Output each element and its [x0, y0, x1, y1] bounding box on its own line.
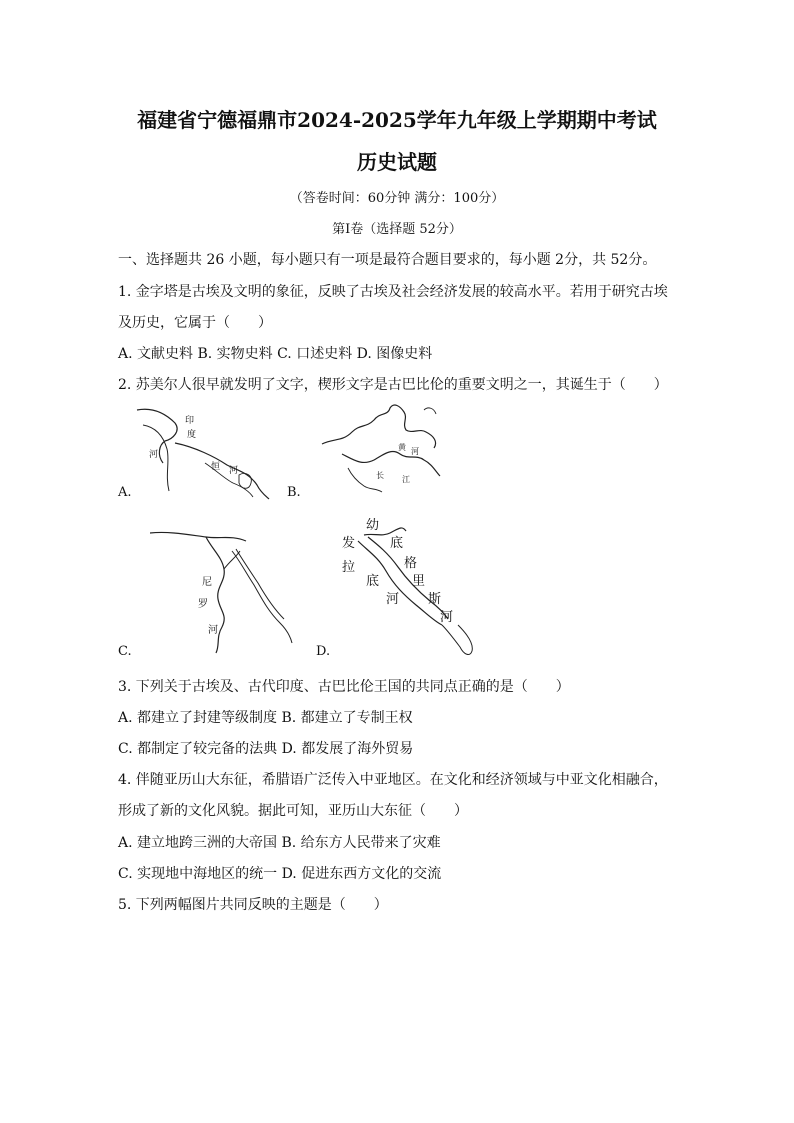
map-euphrates-tigris [338, 513, 478, 661]
map-a-label-du: 度 [187, 430, 197, 440]
map-option-b-label: B. [287, 485, 301, 500]
map-d-label-li: 里 [412, 574, 426, 589]
map-option-d-label: D. [316, 644, 331, 659]
map-c-label-luo: 罗 [198, 599, 208, 610]
map-d-label-si: 斯 [428, 592, 442, 607]
question-3-stem: 3. 下列关于古埃及、古代印度、古巴比伦王国的共同点正确的是（ ） [118, 679, 570, 695]
question-2-stem: 2. 苏美尔人很早就发明了文字，楔形文字是古巴比伦的重要文明之一，其诞生于（ ） [118, 377, 668, 393]
map-b-label-jiang: 江 [402, 475, 410, 484]
map-option-c-label: C. [118, 644, 132, 659]
map-d-label-you: 幼 [366, 518, 380, 533]
map-d-label-di2: 底 [366, 574, 380, 589]
map-nile [150, 527, 295, 655]
map-c-label-he: 河 [208, 625, 218, 636]
map-d-label-di1: 底 [390, 536, 404, 551]
map-b-label-he: 河 [411, 447, 419, 456]
map-b-label-chang: 长 [376, 471, 384, 480]
ganges-river-line [175, 443, 269, 499]
exam-title: 福建省宁德福鼎市2024-2025学年九年级上学期期中考试 [137, 108, 657, 132]
map-c-label-ni: 尼 [202, 577, 212, 588]
question-4-stem-line-1: 4. 伴随亚历山大东征，希腊语广泛传入中亚地区。在文化和经济领域与中亚文化相融合， [118, 772, 668, 788]
map-a-label-he2: 河 [229, 466, 239, 476]
yangtze-river-line [342, 452, 440, 476]
exam-subtitle: 历史试题 [357, 150, 437, 174]
section-title: 第Ⅰ卷（选择题 52分） [332, 222, 462, 237]
map-a-label-yin: 印 [185, 416, 195, 426]
map-yellow-yangtze [318, 402, 443, 497]
map-b-label-huang: 黄 [398, 443, 406, 452]
question-1-stem-line-1: 1. 金字塔是古埃及文明的象征，反映了古埃及社会经济发展的较高水平。若用于研究古埃 [118, 284, 668, 300]
nile-coast-line [150, 532, 246, 541]
question-3-options-line-1: A. 都建立了封建等级制度 B. 都建立了专制王权 [118, 710, 413, 726]
map-d-label-fa: 发 [342, 536, 356, 551]
map-d-label-he1: 河 [386, 592, 400, 607]
question-3-options-line-2: C. 都制定了较完备的法典 D. 都发展了海外贸易 [118, 741, 414, 757]
map-a-label-heng: 恒 [211, 462, 221, 472]
question-1-options: A. 文献史料 B. 实物史料 C. 口述史料 D. 图像史料 [118, 346, 433, 362]
question-4-options-line-1: A. 建立地跨三洲的大帝国 B. 给东方人民带来了灾难 [118, 835, 441, 851]
question-4-options-line-2: C. 实现地中海地区的统一 D. 促进东西方文化的交流 [118, 866, 442, 882]
question-4-stem-line-2: 形成了新的文化风貌。据此可知，亚历山大东征（ ） [118, 803, 468, 819]
map-indus-ganges [135, 405, 270, 500]
question-1-stem-line-2: 及历史，它属于（ ） [118, 315, 272, 331]
instructions: 一、选择题共 26 小题，每小题只有一项是最符合题目要求的，每小题 2分，共 52分。 [118, 252, 657, 268]
map-d-label-ge: 格 [404, 556, 418, 571]
question-5-stem: 5. 下列两幅图片共同反映的主题是（ ） [118, 897, 388, 913]
map-d-label-la: 拉 [342, 560, 356, 575]
map-d-label-he2: 河 [440, 610, 454, 625]
map-a-label-he: 河 [149, 450, 159, 460]
yellow-river-line [322, 405, 436, 448]
map-option-a-label: A. [118, 485, 132, 500]
exam-info: （答卷时间：60分钟 满分：100分） [289, 191, 505, 206]
